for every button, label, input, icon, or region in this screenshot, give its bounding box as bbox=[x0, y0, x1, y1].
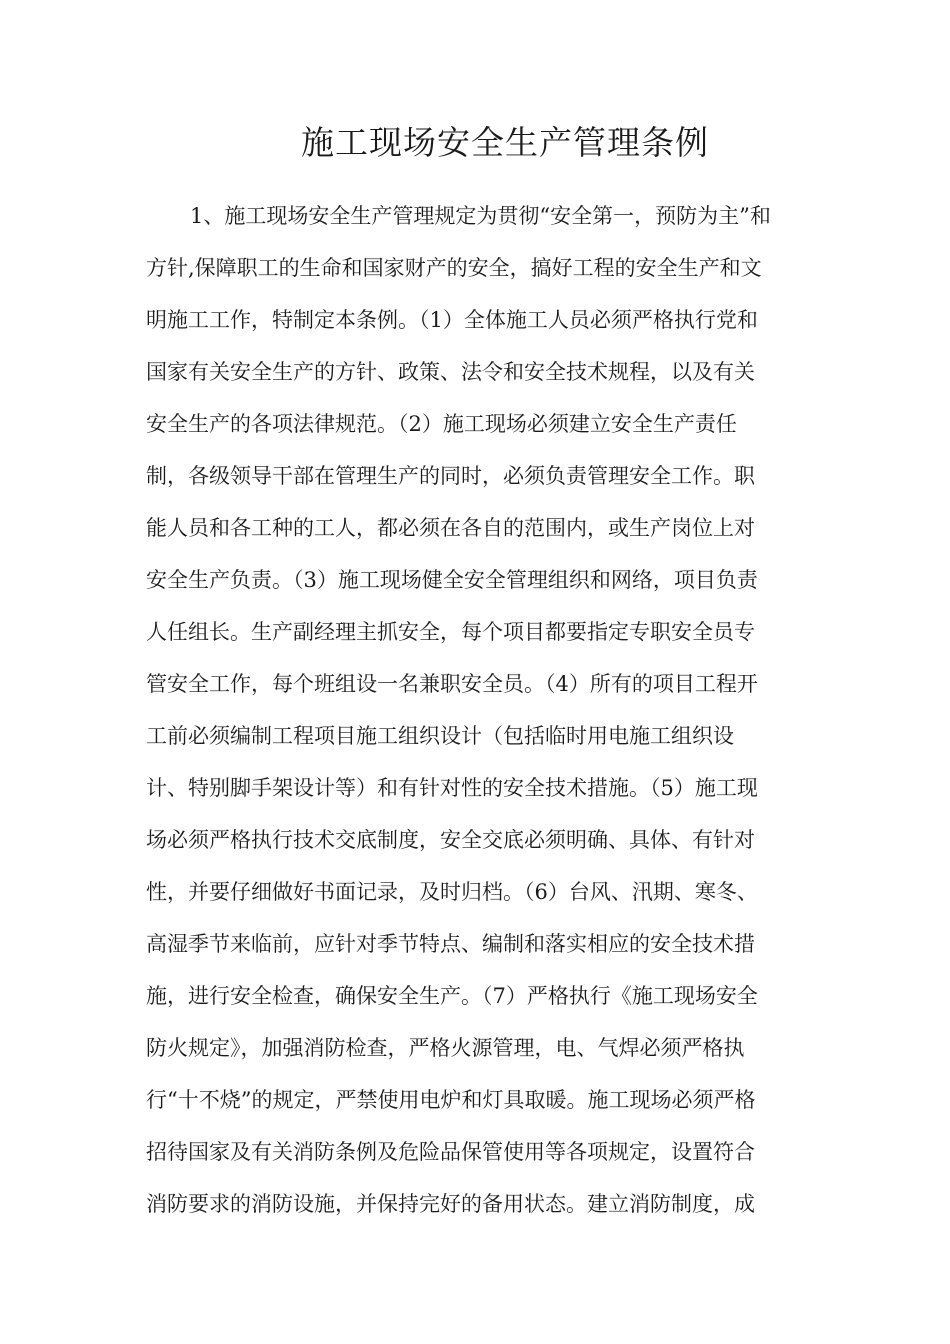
body-line: 招待国家及有关消防条例及危险品保管使用等各项规定，设置符合 bbox=[146, 1140, 755, 1164]
body-line: 安全生产的各项法律规范。（2）施工现场必须建立安全生产责任 bbox=[146, 412, 737, 436]
body-line: 场必须严格执行技术交底制度，安全交底必须明确、具体、有针对 bbox=[146, 828, 755, 852]
body-line: 高湿季节来临前，应针对季节特点、编制和落实相应的安全技术措 bbox=[146, 932, 755, 956]
body-line: 工前必须编制工程项目施工组织设计（包括临时用电施工组织设 bbox=[146, 724, 734, 748]
body-line: 防火规定》，加强消防检查，严格火源管理，电、气焊必须严格执 bbox=[146, 1036, 745, 1060]
body-line: 1、施工现场安全生产管理规定为贯彻“安全第一，预防为主”和 bbox=[190, 204, 771, 228]
body-line: 制，各级领导干部在管理生产的同时，必须负责管理安全工作。职 bbox=[146, 464, 755, 488]
body-line: 计、特别脚手架设计等）和有针对性的安全技术措施。（5）施工现 bbox=[146, 776, 758, 800]
body-line: 管安全工作，每个班组设一名兼职安全员。（4）所有的项目工程开 bbox=[146, 672, 758, 696]
document-title: 施工现场安全生产管理条例 bbox=[301, 123, 709, 162]
document-body bbox=[146, 190, 811, 1230]
body-line: 性，并要仔细做好书面记录，及时归档。（6）台风、汛期、寒冬、 bbox=[146, 880, 758, 904]
body-line: 能人员和各工种的工人，都必须在各自的范围内，或生产岗位上对 bbox=[146, 516, 755, 540]
body-line: 国家有关安全生产的方针、政策、法令和安全技术规程，以及有关 bbox=[146, 360, 755, 384]
body-line: 人任组长。生产副经理主抓安全，每个项目都要指定专职安全员专 bbox=[146, 620, 755, 644]
body-line: 安全生产负责。（3）施工现场健全安全管理组织和网络，项目负责 bbox=[146, 568, 758, 592]
body-line: 行“十不烧”的规定，严禁使用电炉和灯具取暖。施工现场必须严格 bbox=[146, 1088, 756, 1112]
body-line: 消防要求的消防设施，并保持完好的备用状态。建立消防制度，成 bbox=[146, 1192, 755, 1216]
body-line: 施，进行安全检查，确保安全生产。（7）严格执行《施工现场安全 bbox=[146, 984, 758, 1008]
body-line: 方针,保障职工的生命和国家财产的安全，搞好工程的安全生产和文 bbox=[146, 256, 762, 280]
body-line: 明施工工作，特制定本条例。（1）全体施工人员必须严格执行党和 bbox=[146, 308, 758, 332]
